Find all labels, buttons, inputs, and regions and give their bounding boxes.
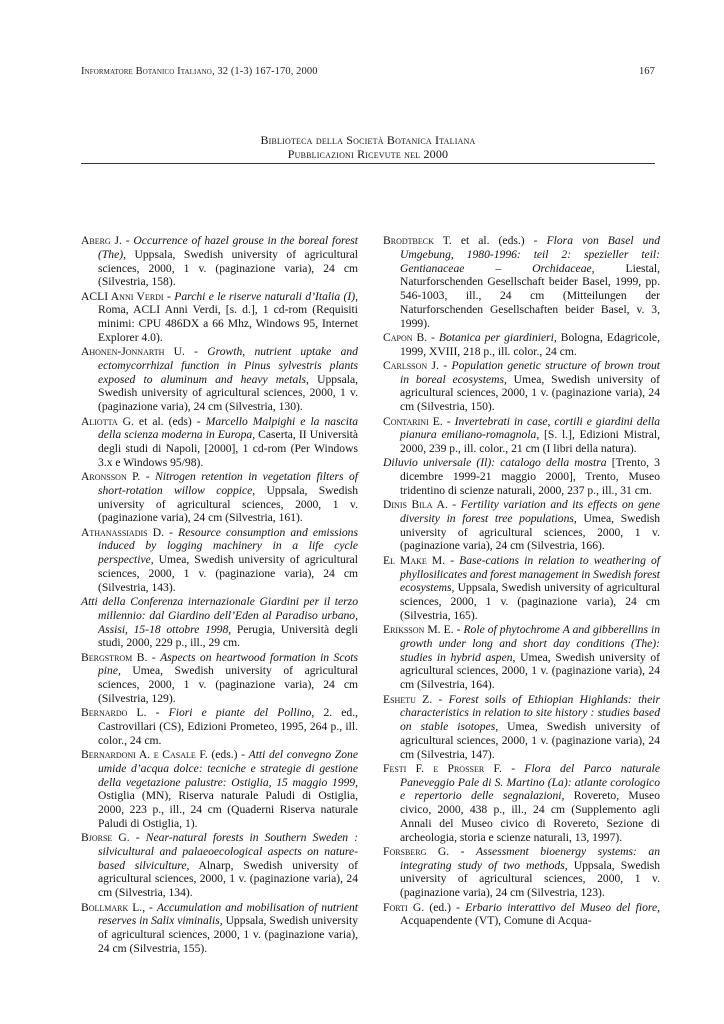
entry-title: Population genetic structure of brown trout in boreal ecosystems, xyxy=(400,358,661,386)
entry-details: Uppsala, Swedish university of agricultural sciences, 2000, 1 v. (paginazione varia), 24 cm (Silvestria, 161). xyxy=(98,483,358,525)
bibliography-entry xyxy=(383,359,660,414)
entry-details: Uppsala, Swedish university of agricultural sciences, 2000, 1 v. (paginazione varia), 24 cm (Silvestria, 158). xyxy=(98,247,358,289)
entry-title: Fertility variation and its effects on gene diversity in forest tree populations, xyxy=(400,498,660,525)
right-column xyxy=(383,234,660,929)
entry-author: Aberg J. xyxy=(81,234,122,247)
entry-author: Ahonen-Jonnarth U. xyxy=(81,345,185,359)
bibliography-entry xyxy=(383,554,660,623)
entry-details: [S. l.], Edizioni Mistral, 2000, 239 p., ill. color., 21 cm (I libri della natura). xyxy=(400,428,661,456)
entry-details: Umea, Swedish university of agricultural sciences, 2000, 1 v. (paginazione varia), 24 cm (Silvestria, 164). xyxy=(400,650,660,692)
entry-details: Ostiglia (MN), Riserva naturale Paludi di Ostiglia, 2000, 223 p., ill., 24 cm (Quaderni Riserva naturale Paludi di Ostiglia, 1). xyxy=(98,789,358,830)
bibliography-entry xyxy=(81,345,358,414)
entry-separator: (ed.) - xyxy=(424,900,466,914)
bibliography-entry xyxy=(81,526,358,595)
bibliography-entry xyxy=(81,901,358,956)
section-title-line-1: Biblioteca della Società Botanica Italiana xyxy=(260,133,476,147)
entry-author: Bollmark L. xyxy=(81,900,143,914)
bibliography-entry xyxy=(81,234,358,289)
entry-author: Contarini E. xyxy=(383,414,443,428)
entry-author: ACLI Anni Verdi xyxy=(81,289,164,303)
entry-author: Eshetu Z. xyxy=(383,692,433,706)
entry-title: Botanica per giardinieri, xyxy=(438,330,557,344)
entry-details: Perugia, Università degli studi, 2000, 229 p., ill., 29 cm. xyxy=(98,622,358,650)
entry-title: Forest soils of Ethiopian Highlands: their characteristics in relation to site history : studies based on stable isotopes, xyxy=(400,692,660,733)
bibliography-entry xyxy=(81,595,358,650)
entry-details: Uppsala, Swedish university of agricultural sciences, 2000, 1 v. (paginazione varia), 24 cm (Silvestria, 165). xyxy=(400,581,660,622)
entry-author: Carlsson J. xyxy=(383,358,439,372)
entry-title: Erbario interattivo del Museo del fiore, xyxy=(465,900,660,914)
entry-author: Bernardo L. xyxy=(81,706,147,720)
entry-author: Forsberg G. xyxy=(383,844,450,858)
entry-title: Role of phytochrome A and gibberellins in growth under long and short day conditions (The): studies in hybrid aspen, xyxy=(400,623,660,664)
entry-author: Bergstrom B. xyxy=(81,650,148,664)
entry-title: Flora del Parco naturale Paneveggio Pale di S. Martino (La): atlante corologico e repertorio delle segnalazioni, xyxy=(400,761,660,803)
bibliography-entry xyxy=(81,470,358,525)
entry-title: Resource consumption and emissions induced by logging machinery in a life cycle perspective, xyxy=(98,525,358,567)
entry-separator: , - xyxy=(142,900,157,914)
entry-separator: - xyxy=(146,706,169,720)
entry-title: Near-natural forests in Southern Sweden : silvicultural and palaeoecological aspects on nature-based silviculture, xyxy=(98,831,358,872)
entry-separator: - xyxy=(501,761,525,775)
entry-separator: - xyxy=(140,470,156,484)
entry-separator: T. et al. (eds.) - xyxy=(433,234,547,247)
entry-title: Marcello Malpighi e la nascita della scienza moderna in Europa, xyxy=(98,414,358,442)
entry-details: Uppsala, Swedish university of agricultural sciences, 2000, 1 v. (paginazione varia), 24 cm (Silvestria, 130). xyxy=(98,372,358,414)
section-title xyxy=(81,134,655,161)
entry-details: Bologna, Edagricole, 1999, XVIII, 218 p., ill. color., 24 cm. xyxy=(400,330,660,358)
entry-details: [Trento, 3 dicembre 1999-21 maggio 2000], Trento, Museo tridentino di scienze naturali, 2000, 237 p., ill., 31 cm. xyxy=(400,456,660,497)
entry-separator: - xyxy=(432,692,449,706)
running-head xyxy=(81,66,655,77)
bibliography-entry xyxy=(383,845,660,900)
entry-details: Alnarp, Swedish university of agricultural sciences, 2000, 1 v. (paginazione varia), 24 cm (Silvestria, 134). xyxy=(98,858,358,900)
entry-details: Acquapendente (VT), Comune di Acqua- xyxy=(400,914,592,928)
entry-details: 2. ed., Castrovillari (CS), Edizioni Prometeo, 1995, 264 p., ill. color., 24 cm. xyxy=(98,706,359,747)
entry-author: El Make M. xyxy=(383,553,446,567)
bibliography-entry xyxy=(383,693,660,762)
entry-separator: - xyxy=(129,831,146,845)
entry-title: Parchi e le riserve naturali d’Italia (I), xyxy=(174,289,359,303)
bibliography-entry xyxy=(383,415,660,456)
entry-details: Umea, Swedish university of agricultural sciences, 2000, 1 v. (paginazione varia), 24 cm (Silvestria, 150). xyxy=(400,372,660,414)
bibliography-entry xyxy=(81,651,358,706)
entry-title: Assessment bioenergy systems: an integrating study of two methods, xyxy=(400,844,660,872)
entry-title: Atti del convegno Zone umide d’acqua dolce: tecniche e strategie di gestione della vegetazione palustre: Ostiglia, 15 maggio 1999, xyxy=(98,748,358,789)
entry-title: Atti della Conferenza internazionale Giardini per il terzo millennio: dal Giardino dell’Eden al Paradiso urbano, Assisi, 15-18 ottobre 1998, xyxy=(81,595,358,636)
page-number: 167 xyxy=(638,66,655,77)
bibliography-entry xyxy=(81,706,358,747)
entry-separator: - xyxy=(449,844,476,858)
entry-title: Base-cations in relation to weathering of phyllosilicates and forest management in Swedish forest ecosystems, xyxy=(400,553,660,595)
section-title-line-2: Pubblicazioni Ricevute nel 2000 xyxy=(287,146,449,161)
entry-details: Rovereto, Museo civico, 2000, 438 p., ill., 24 cm (Supplemento agli Annali del Museo civico di Rovereto, Sezione di archeologia, storia e scienze naturali, 13, 1997). xyxy=(400,789,660,844)
bibliography-entry xyxy=(81,415,358,470)
entry-details: Umea, Swedish university of agricultural sciences, 2000, 1 v. (paginazione varia), 24 cm (Silvestria, 143). xyxy=(98,553,358,594)
entry-title: Nitrogen retention in vegetation filters of short-rotation willow coppice, xyxy=(98,470,358,497)
entry-author: Festi F. e Prosser F. xyxy=(383,761,502,775)
bibliography-entry xyxy=(81,831,358,900)
entry-author: Bjorse G. xyxy=(81,831,130,845)
entry-separator: - xyxy=(147,650,161,664)
entry-separator: - xyxy=(453,623,464,637)
entry-separator: - xyxy=(121,234,134,247)
bibliography-entry xyxy=(383,623,660,692)
bibliography-entry xyxy=(383,234,660,330)
entry-title: Aspects on heartwood formation in Scots pine, xyxy=(98,650,358,678)
entry-title: Invertebrati in case, cortili e giardini della pianura emiliano-romagnola, xyxy=(400,414,660,442)
entry-author: Eriksson M. E. xyxy=(383,623,454,637)
entry-author: Aronsson P. xyxy=(81,470,141,484)
entry-details: Uppsala, Swedish university of agricultural sciences, 2000, 1 v. (paginazione varia), 24 cm (Silvestria, 123). xyxy=(400,858,661,900)
bibliography-entry xyxy=(81,290,358,345)
entry-separator: G. et al. (eds) - xyxy=(117,414,206,428)
bibliography-entry xyxy=(383,331,660,359)
entry-title: Occurrence of hazel grouse in the boreal forest (The), xyxy=(98,234,358,261)
bibliography-entry xyxy=(81,748,358,831)
entry-title: Growth, nutrient uptake and ectomycorrhizal function in Pinus sylvestris plants exposed to aluminum and heavy metals, xyxy=(98,345,358,386)
left-column xyxy=(81,234,358,956)
entry-author: Brodtbeck xyxy=(383,234,434,247)
entry-details: Uppsala, Swedish university of agricultural sciences, 2000, 1 v. (paginazione varia), 24 cm (Silvestria, 155). xyxy=(98,914,358,955)
bibliography-entry xyxy=(383,498,660,553)
entry-author: Dinis Bila A. xyxy=(383,498,448,512)
entry-separator: - xyxy=(184,345,208,359)
entry-details: Umea, Swedish university of agricultural sciences, 2000, 1 v. (paginazione varia), 24 cm (Silvestria, 166). xyxy=(400,511,661,553)
entry-separator: - xyxy=(447,498,461,512)
entry-details: Liestal, Naturforschenden Gesellschaft beider Basel, 1999, pp. 546-1003, ill., 24 cm (Mitteilungen der Naturforschenden Gesellschaften beider Basel, v. 3, 1999). xyxy=(400,261,660,330)
entry-separator: - xyxy=(427,330,439,344)
entry-details: Umea, Swedish university of agricultural sciences, 2000, 1 v. (paginazione varia), 24 cm (Silvestria, 129). xyxy=(98,664,358,705)
entry-title: Diluvio universale (Il): catalogo della mostra xyxy=(383,456,607,470)
entry-title: Fiori e piante del Pollino, xyxy=(168,706,315,720)
bibliography-entry xyxy=(383,901,660,929)
entry-title: Flora von Basel und Umgebung, 1980-1996: teil 2: spezieller teil: Gentianaceae – Orchidaceae, xyxy=(400,234,660,275)
title-divider xyxy=(81,163,655,164)
entry-title: Accumulation and mobilisation of nutrient reserves in Salix viminalis, xyxy=(98,900,358,928)
entry-details: Roma, ACLI Anni Verdi, [s. d.], 1 cd-rom (Requisiti minimi: CPU 486DX a 66 Mhz, Windows 95, Internet Explorer 4.0). xyxy=(98,303,358,344)
entry-separator: - xyxy=(442,414,455,428)
bibliography-entry xyxy=(383,456,660,497)
entry-details: Caserta, II Università degli studi di Napoli, [2000], 1 cd-rom (Per Windows 3.x e Windows 95/98). xyxy=(98,428,358,469)
entry-author: Aliotta xyxy=(81,414,118,428)
entry-author: Forti G. xyxy=(383,900,425,914)
entry-separator: - xyxy=(164,525,179,539)
entry-author: Capon B. xyxy=(383,330,428,344)
entry-details: Umea, Swedish university of agricultural sciences, 2000, 1 v. (paginazione varia), 24 cm (Silvestria, 147). xyxy=(400,720,660,761)
entry-separator: - xyxy=(445,553,460,567)
journal-citation: Informatore Botanico Italiano, 32 (1-3) 167-170, 2000 xyxy=(81,66,318,77)
bibliography-entry xyxy=(383,762,660,845)
entry-separator: (eds.) - xyxy=(207,748,249,762)
entry-author: Athanassiadis D. xyxy=(81,525,165,539)
entry-separator: - xyxy=(438,358,452,372)
entry-separator: - xyxy=(163,289,175,303)
entry-author: Bernardoni A. e Casale F. xyxy=(81,748,208,762)
